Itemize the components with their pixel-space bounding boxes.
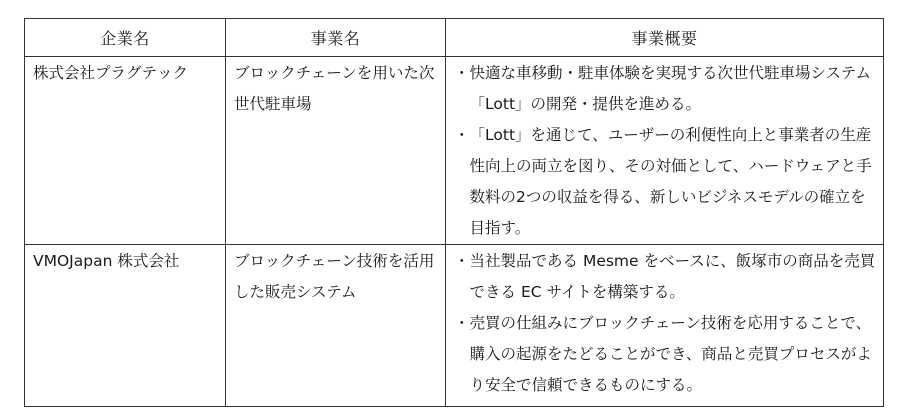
bullet-mark: ・ bbox=[454, 252, 470, 270]
table-row bbox=[25, 245, 884, 407]
business-cell: ブロックチェーンを用いた次世代駐車場 bbox=[226, 57, 446, 245]
overview-cell bbox=[446, 57, 884, 245]
bullet-mark: ・ bbox=[454, 126, 470, 144]
header-row bbox=[25, 19, 884, 57]
business-table-container bbox=[24, 18, 883, 407]
overview-bullet-text: 「Lott」を通じて、ユーザーの利便性向上と事業者の生産性向上の両立を図り、その対価として、ハードウェアと手数料の2つの収益を得る、新しいビジネスモデルの確立を目指す。 bbox=[469, 126, 872, 237]
overview-cell bbox=[446, 245, 884, 407]
header-overview: 事業概要 bbox=[446, 19, 884, 57]
company-cell: VMOJapan 株式会社 bbox=[25, 245, 226, 407]
table-row bbox=[25, 57, 884, 245]
header-company: 企業名 bbox=[25, 19, 226, 57]
business-cell: ブロックチェーン技術を活用した販売システム bbox=[226, 245, 446, 407]
overview-bullet-text: 売買の仕組みにブロックチェーン技術を応用することで、購入の起源をたどることができ、商品と売買プロセスがより安全で信頼できるものにする。 bbox=[469, 314, 872, 394]
overview-bullet bbox=[454, 308, 879, 401]
overview-bullet-text: 当社製品である Mesme をベースに、飯塚市の商品を売買できる EC サイトを構築する。 bbox=[469, 252, 876, 301]
bullet-mark: ・ bbox=[454, 64, 470, 82]
overview-bullet-text: 快適な車移動・駐車体験を実現する次世代駐車場システム「Lott」の開発・提供を進める。 bbox=[469, 64, 871, 113]
bullet-mark: ・ bbox=[454, 314, 470, 332]
company-cell: 株式会社プラグテック bbox=[25, 57, 226, 245]
header-business: 事業名 bbox=[226, 19, 446, 57]
overview-bullet bbox=[454, 58, 879, 120]
business-table bbox=[24, 18, 884, 407]
overview-bullet bbox=[454, 246, 879, 308]
overview-bullet bbox=[454, 120, 879, 244]
